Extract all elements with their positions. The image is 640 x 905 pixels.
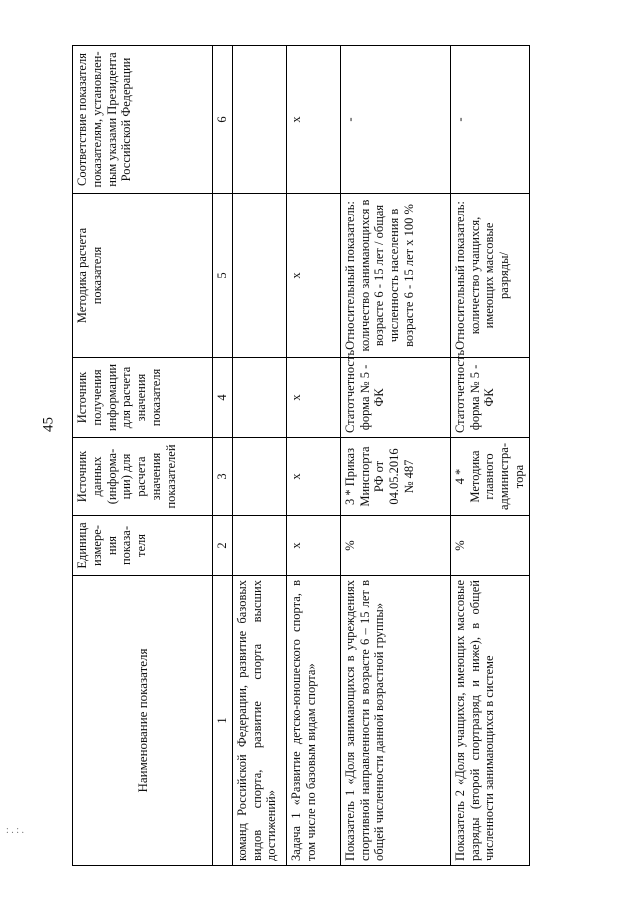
row-info — [232, 358, 286, 438]
row-info: Статотчетность форма № 5 - ФК — [450, 358, 529, 438]
row-conform: х — [286, 46, 340, 194]
header-unit: Единица измере-ния показа-теля — [73, 516, 213, 576]
table-row — [232, 46, 286, 866]
row-method: х — [286, 194, 340, 358]
row-info: х — [286, 358, 340, 438]
row-unit: % — [340, 516, 450, 576]
rotated-page-content — [72, 46, 526, 866]
row-name: Задача 1 «Развитие детско-юношеского спорта, в том числе по базовым видам спорта» — [286, 576, 340, 866]
col-number-3: 3 — [213, 438, 233, 516]
page-number: 45 — [40, 417, 57, 432]
col-number-6: 6 — [213, 46, 233, 194]
col-number-5: 5 — [213, 194, 233, 358]
row-info: Статотчетность форма № 5 - ФК — [340, 358, 450, 438]
table-row — [340, 46, 450, 866]
row-method — [232, 194, 286, 358]
header-method: Методика расчета показателя — [73, 194, 213, 358]
row-conform: - — [450, 46, 529, 194]
row-method: Относительный показатель: количество учащихся, имеющих массовые разряды/ — [450, 194, 529, 358]
row-conform: - — [340, 46, 450, 194]
col-number-2: 2 — [213, 516, 233, 576]
scan-marks: : . : . — [6, 825, 25, 836]
row-source: х — [286, 438, 340, 516]
row-unit — [232, 516, 286, 576]
table-header-row — [73, 46, 213, 866]
row-name: Показатель 1 «Доля занимающихся в учреждениях спортивной направленности в возрасте 6 – 15 лет в общей численности данной возрастной группы» — [340, 576, 450, 866]
row-source — [232, 438, 286, 516]
column-numbers-row — [213, 46, 233, 866]
indicators-table — [72, 45, 530, 866]
header-conform: Соответствие показателя показателям, установлен-ным указами Президента Российской Федерации — [73, 46, 213, 194]
row-conform — [232, 46, 286, 194]
table-row — [286, 46, 340, 866]
row-unit: % — [450, 516, 529, 576]
table-row — [450, 46, 529, 866]
row-name: команд Российской Федерации, развитие базовых видов спорта, развитие спорта высших достижений» — [232, 576, 286, 866]
row-method: Относительный показатель: количество занимающихся в возрасте 6 - 15 лет / общая численность населения в возрасте 6 - 15 лет х 100 % — [340, 194, 450, 358]
row-name: Показатель 2 «Доля учащихся, имеющих массовые разряды (второй спортразряд и ниже), в общей численности занимающихся в системе — [450, 576, 529, 866]
header-source: Источник данных (информа-ции) для расчета значения показателей — [73, 438, 213, 516]
row-source: 3 * Приказ Минспорта РФ от 04.05.2016 № 487 — [340, 438, 450, 516]
col-number-1: 1 — [213, 576, 233, 866]
col-number-4: 4 — [213, 358, 233, 438]
header-name: Наименование показателя — [73, 576, 213, 866]
header-info: Источник получения информации для расчета значения показателя — [73, 358, 213, 438]
row-source: 4 * Методика главного администра-тора — [450, 438, 529, 516]
row-unit: х — [286, 516, 340, 576]
